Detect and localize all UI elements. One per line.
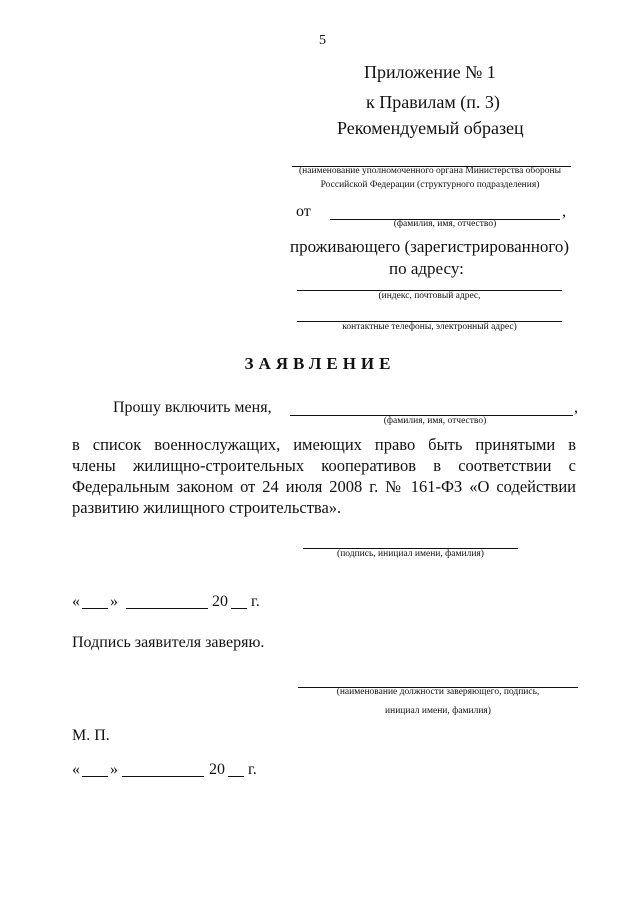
date1-year-line[interactable] [231,608,247,609]
date2-month-line[interactable] [122,776,204,777]
certify-text: Подпись заявителя заверяю. [72,634,265,651]
date2-year-suffix: г. [248,761,257,778]
date1-day-line[interactable] [82,608,108,609]
request-name-caption: (фамилия, имя, отчество) [383,416,487,426]
certifier-caption-2: инициал имени, фамилия) [385,706,491,716]
residing-label: проживающего (зарегистрированного) [290,237,570,256]
date2-year-prefix: 20 [209,761,225,778]
date1-year-prefix: 20 [212,593,228,610]
from-comma: , [562,203,566,220]
date2-year-line[interactable] [228,776,244,777]
document-title: ЗАЯВЛЕНИЕ [244,354,396,373]
authority-caption-2: Российской Федерации (структурного подразделения) [320,180,540,190]
request-body-line: Федеральным законом от 24 июля 2008 г. № 161-ФЗ «О содействии [72,477,576,496]
page-number: 5 [319,33,326,48]
request-body [72,434,576,518]
rules-reference: к Правилам (п. 3) [366,92,500,112]
date1-year-suffix: г. [251,593,260,610]
stamp-label: М. П. [72,727,110,744]
appendix-title: Приложение № 1 [364,62,496,82]
date2-close-quote: » [110,761,118,778]
signature-caption: (подпись, инициал имени, фамилия) [337,549,484,559]
request-body-line: в список военнослужащих, имеющих право быть принятыми в [72,435,576,454]
request-lead: Прошу включить меня, [113,399,272,416]
date1-open-quote: « [72,593,80,610]
request-body-line: развитию жилищного строительства». [72,498,342,517]
date2-day-line[interactable] [82,776,108,777]
certifier-caption-1: (наименование должности заверяющего, подпись, [336,687,540,697]
recommended-sample-label: Рекомендуемый образец [337,118,524,138]
contacts-caption: контактные телефоны, электронный адрес) [342,322,517,332]
applicant-name-caption: (фамилия, имя, отчество) [393,219,497,229]
request-comma: , [574,399,578,416]
date1-close-quote: » [110,593,118,610]
request-body-line: члены жилищно-строительных кооперативов в соответствии с [72,456,576,475]
from-label: от [296,203,311,220]
date1-month-line[interactable] [126,608,208,609]
address-label: по адресу: [389,259,464,278]
authority-caption-1: (наименование уполномоченного органа Министерства обороны [299,166,561,176]
postal-address-caption: (индекс, почтовый адрес, [378,291,481,301]
date2-open-quote: « [72,761,80,778]
